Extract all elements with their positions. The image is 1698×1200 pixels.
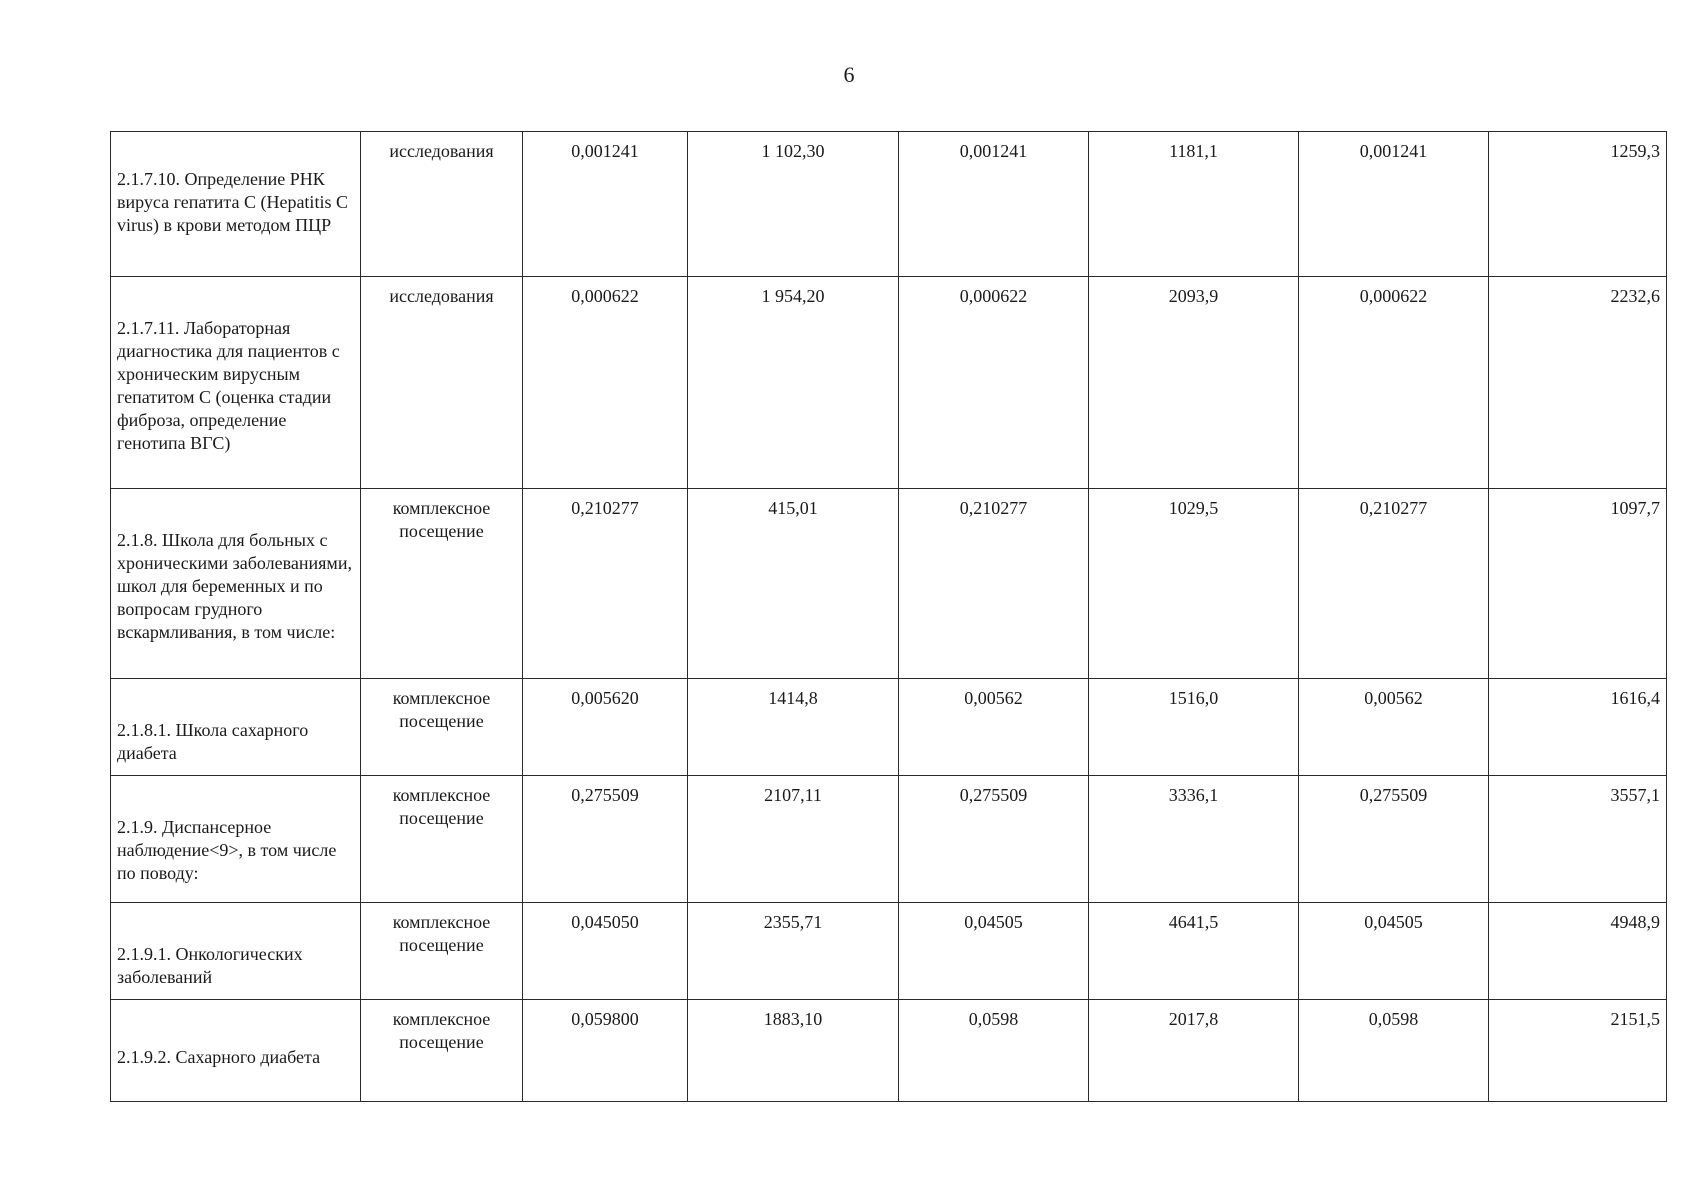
row-value-6: 1259,3: [1489, 132, 1667, 277]
row-value-4: 2017,8: [1089, 1000, 1299, 1102]
row-value-2: 1 102,30: [688, 132, 899, 277]
row-value-3: 0,275509: [899, 776, 1089, 903]
row-value-2: 1 954,20: [688, 277, 899, 489]
row-unit: комплексное посещение: [361, 776, 523, 903]
row-value-5: 0,00562: [1299, 679, 1489, 776]
row-value-5: 0,0598: [1299, 1000, 1489, 1102]
row-value-2: 2355,71: [688, 903, 899, 1000]
row-value-1: 0,001241: [523, 132, 688, 277]
row-value-1: 0,005620: [523, 679, 688, 776]
row-value-1: 0,045050: [523, 903, 688, 1000]
row-value-3: 0,210277: [899, 489, 1089, 679]
row-value-2: 2107,11: [688, 776, 899, 903]
row-unit: исследования: [361, 132, 523, 277]
row-name: 2.1.7.10. Определение РНК вируса гепатита С (Hepatitis C virus) в крови методом ПЦР: [111, 132, 361, 277]
row-unit: исследования: [361, 277, 523, 489]
row-value-4: 3336,1: [1089, 776, 1299, 903]
row-value-1: 0,210277: [523, 489, 688, 679]
row-value-1: 0,275509: [523, 776, 688, 903]
row-value-4: 2093,9: [1089, 277, 1299, 489]
tariff-table: [110, 131, 1667, 1102]
row-value-6: 4948,9: [1489, 903, 1667, 1000]
row-value-5: 0,001241: [1299, 132, 1489, 277]
page-number: 6: [843, 62, 855, 87]
row-unit: комплексное посещение: [361, 679, 523, 776]
row-value-2: 415,01: [688, 489, 899, 679]
row-name: 2.1.9. Диспансерное наблюдение<9>, в том числе по поводу:: [111, 776, 361, 903]
row-value-6: 2151,5: [1489, 1000, 1667, 1102]
row-value-6: 1616,4: [1489, 679, 1667, 776]
row-value-3: 0,000622: [899, 277, 1089, 489]
table-row: [111, 776, 1667, 903]
row-value-2: 1414,8: [688, 679, 899, 776]
row-unit: комплексное посещение: [361, 489, 523, 679]
row-name: 2.1.7.11. Лабораторная диагностика для пациентов с хроническим вирусным гепатитом С (оценка стадии фиброза, определение генотипа ВГС): [111, 277, 361, 489]
row-unit: комплексное посещение: [361, 1000, 523, 1102]
row-value-5: 0,04505: [1299, 903, 1489, 1000]
row-value-4: 1516,0: [1089, 679, 1299, 776]
table-row: [111, 489, 1667, 679]
row-name: 2.1.9.1. Онкологических заболеваний: [111, 903, 361, 1000]
row-value-3: 0,04505: [899, 903, 1089, 1000]
row-value-4: 4641,5: [1089, 903, 1299, 1000]
table-row: [111, 679, 1667, 776]
row-value-5: 0,210277: [1299, 489, 1489, 679]
row-value-1: 0,059800: [523, 1000, 688, 1102]
table-row: [111, 277, 1667, 489]
row-value-2: 1883,10: [688, 1000, 899, 1102]
row-value-6: 1097,7: [1489, 489, 1667, 679]
row-value-6: 2232,6: [1489, 277, 1667, 489]
table-row: [111, 1000, 1667, 1102]
row-value-6: 3557,1: [1489, 776, 1667, 903]
row-value-3: 0,001241: [899, 132, 1089, 277]
row-value-4: 1029,5: [1089, 489, 1299, 679]
row-value-3: 0,0598: [899, 1000, 1089, 1102]
row-name: 2.1.9.2. Сахарного диабета: [111, 1000, 361, 1102]
table-row: [111, 132, 1667, 277]
row-value-3: 0,00562: [899, 679, 1089, 776]
row-name: 2.1.8.1. Школа сахарного диабета: [111, 679, 361, 776]
row-value-4: 1181,1: [1089, 132, 1299, 277]
row-name: 2.1.8. Школа для больных с хроническими заболеваниями, школ для беременных и по вопросам грудного вскармливания, в том числе:: [111, 489, 361, 679]
row-value-1: 0,000622: [523, 277, 688, 489]
table-row: [111, 903, 1667, 1000]
row-value-5: 0,275509: [1299, 776, 1489, 903]
row-unit: комплексное посещение: [361, 903, 523, 1000]
row-value-5: 0,000622: [1299, 277, 1489, 489]
